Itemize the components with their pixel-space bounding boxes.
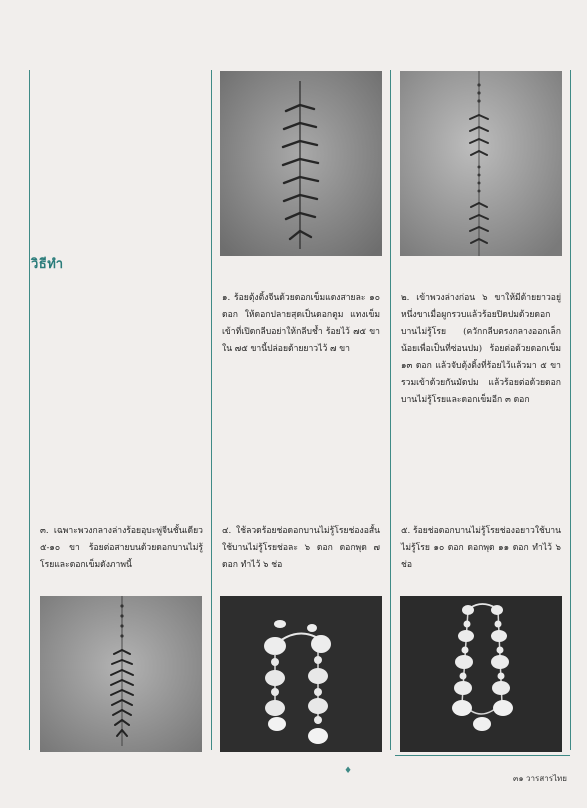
bottom-rule	[395, 755, 570, 756]
photo-step-1	[220, 71, 382, 256]
photo-step-2	[400, 71, 562, 256]
column-rule-left	[29, 70, 30, 750]
column-rule-2	[390, 70, 391, 750]
photo-step-4	[220, 596, 382, 752]
photo-step-3	[40, 596, 202, 752]
footer-ornament: ♦	[344, 766, 353, 776]
photo-step-5	[400, 596, 562, 752]
page-footer: ๓๑ วารสารไทย	[512, 774, 567, 783]
section-title: วิธีทำ	[31, 257, 64, 272]
step-3-text: ๓. เฉพาะพวงกลางล่างร้อยอุบะพู่จีนชั้นเดียว ๕-๑๐ ขา ร้อยต่อสายบนด้วยดอกบานไม่รู้โรยและดอกเข็มดังภาพนี้	[40, 526, 203, 570]
step-4-text: ๔. ใช้ลวดร้อยช่อดอกบานไม่รู้โรยช่องอสั้นใช้บานไม่รู้โรยช่อละ ๖ ดอก ดอกพุด ๗ ดอก ทำไว้ ๖ ช่อ	[222, 526, 380, 570]
column-rule-right	[570, 70, 571, 750]
step-2-text: ๒. เข้าพวงล่างก่อน ๖ ขาให้มีด้ายยาวอยู่หนึ่งขาเมื่อผูกรวบแล้วร้อยปิดปมด้วยดอกบานไม่รู้โรย (ควักกลีบตรงกลางออกเล็กน้อยเพื่อเป็นที่ซ่อนปม) ร้อยต่อด้วยดอกเข็ม ๑๓ ดอก แล้วจับตุ้งติ้งที่ร้อยไว้แล้วมา ๕ ขา รวมเข้าด้วยกันมัดปม แล้วร้อยต่อด้วยดอกบานไม่รู้โรยและดอกเข็มอีก ๓ ดอก	[401, 293, 561, 405]
column-rule-1	[211, 70, 212, 750]
step-1-text: ๑. ร้อยตุ้งติ้งจีนด้วยดอกเข็มแดงสายละ ๑๐ ดอก ให้ดอกปลายสุดเป็นดอกตูม แทงเข็มเข้าที่เปิดกลีบอย่าให้กลีบช้ำ ร้อยไว้ ๗๕ ขา ใน ๗๕ ขานี้ปล่อยด้ายยาวไว้ ๗ ขา	[222, 293, 380, 354]
step-5-text: ๕. ร้อยช่อดอกบานไม่รู้โรยช่องอยาวใช้บานไม่รู้โรย ๑๐ ดอก ดอกพุด ๑๑ ดอก ทำไว้ ๖ ช่อ	[401, 526, 561, 570]
